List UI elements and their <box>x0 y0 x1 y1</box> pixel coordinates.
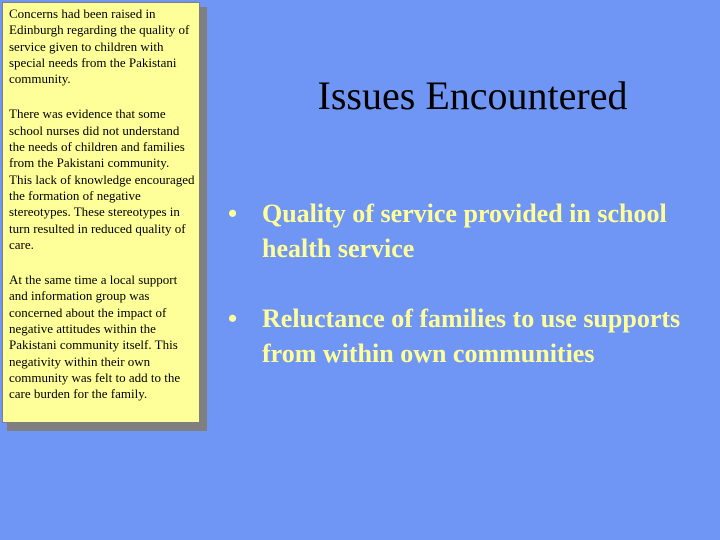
sidebar-paragraph-evidence: There was evidence that some school nurses did not understand the needs of children and families from the Pakistani community. This lack of knowledge encouraged the formation of negative stereotypes. These stereotypes in turn resulted in reduced quality of care. <box>9 106 195 252</box>
bullet-item-quality <box>228 196 708 266</box>
bullet-marker: • <box>228 199 238 228</box>
bullet-text: Reluctance of families to use supports from within own communities <box>262 304 681 368</box>
bullet-list <box>228 196 708 406</box>
sidebar-text-box <box>2 2 200 423</box>
bullet-item-reluctance <box>228 301 708 371</box>
bullet-text: Quality of service provided in school health service <box>262 199 667 263</box>
sidebar-paragraph-concerns: Concerns had been raised in Edinburgh regarding the quality of service given to children with special needs from the Pakistani community. <box>9 6 190 87</box>
sidebar-paragraph-support-group: At the same time a local support and information group was concerned about the impact of negative attitudes within the Pakistani community itself. This negativity within their own community was felt to add to the care burden for the family. <box>9 272 181 402</box>
bullet-marker: • <box>228 304 238 333</box>
slide-title: Issues Encountered <box>317 73 628 118</box>
